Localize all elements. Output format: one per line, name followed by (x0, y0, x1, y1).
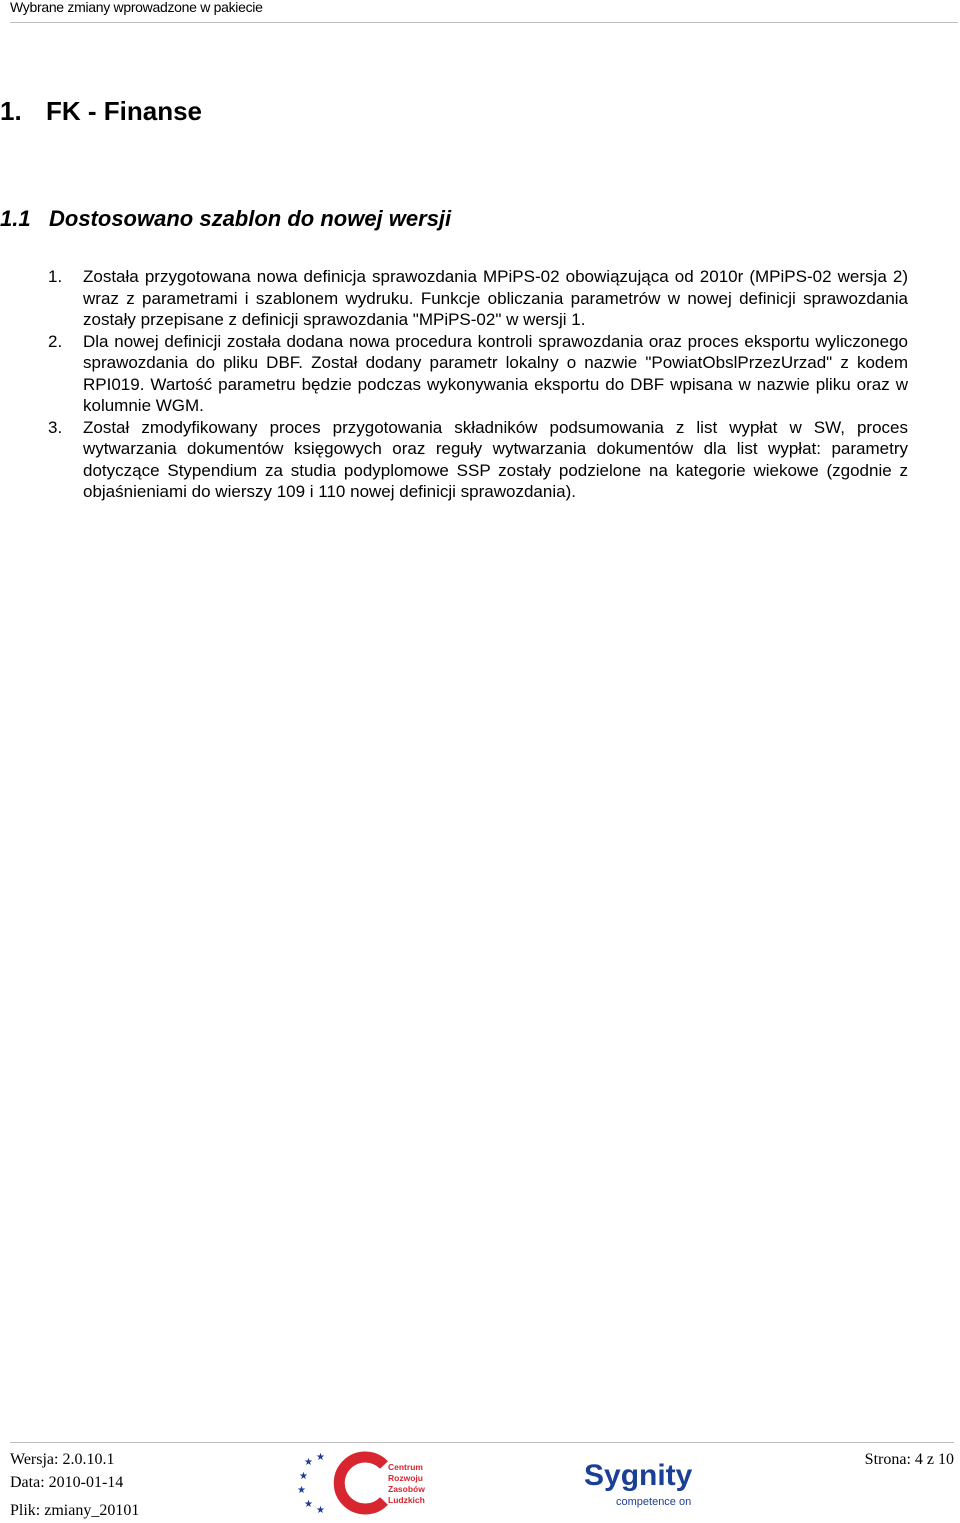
list-item-text: Dla nowej definicji została dodana nowa procedura kontroli sprawozdania oraz proces eksportu wyliczonego sprawozdania do pliku DBF. Został dodany parametr lokalny o nazwie "PowiatObslPrzezUrzad" z kodem RPI019. Wartość parametru będzie podczas wykonywania eksportu do DBF wpisana w nazwie pliku oraz w kolumnie WGM. (83, 331, 908, 415)
sygnity-wordmark: Sygnity (584, 1459, 693, 1492)
footer-page-number: Strona: 4 z 10 (864, 1451, 954, 1468)
star-icon: ★ (304, 1499, 313, 1510)
star-icon: ★ (297, 1485, 306, 1496)
footer-date: Data: 2010-01-14 (10, 1474, 124, 1491)
list-item-number: 3. (48, 417, 63, 437)
crzl-text-line: Rozwoju (388, 1473, 423, 1483)
crzl-text-line: Ludzkich (388, 1495, 425, 1505)
change-list (48, 266, 908, 503)
crzl-logo (296, 1451, 436, 1515)
page-header (10, 0, 958, 23)
section-number: 1. (0, 96, 22, 126)
crzl-text-line: Centrum (388, 1462, 423, 1472)
list-item-number: 2. (48, 331, 63, 351)
subsection-number: 1.1 (0, 206, 31, 231)
list-item-number: 1. (48, 267, 63, 286)
star-icon: ★ (316, 1505, 325, 1515)
star-icon: ★ (304, 1457, 313, 1468)
star-icon: ★ (316, 1452, 325, 1463)
list-item (48, 266, 908, 331)
section-title-text: FK - Finanse (46, 96, 203, 126)
footer-file: Plik: zmiany_20101 (10, 1502, 140, 1519)
footer-version: Wersja: 2.0.10.1 (10, 1451, 115, 1468)
list-item (48, 417, 908, 503)
list-item-text: Została przygotowana nowa definicja sprawozdania MPiPS-02 obowiązująca od 2010r (MPiPS-02 wersja 2) wraz z parametrami i szablonem wydruku. Funkcje obliczania parametrów w nowej definicji sprawozdania zostały przepisane z definicji sprawozdania "MPiPS-02" w wersji 1. (83, 267, 908, 329)
sygnity-tagline: competence on (616, 1496, 692, 1508)
page-footer (10, 1442, 954, 1523)
list-item-text: Został zmodyfikowany proces przygotowania składników podsumowania z list wypłat w SW, proces wytwarzania dokumentów księgowych oraz reguły wytwarzania dokumentów dla list wypłat: parametry dotyczące Stypendium za studia podyplomowe SSP zostały podzielone na kategorie wiekowe (zgodnie z objaśnieniami do wierszy 109 i 110 nowej definicji sprawozdania). (83, 417, 908, 501)
subsection-title (0, 206, 451, 232)
list-item (48, 331, 908, 417)
crzl-text-line: Zasobów (388, 1484, 425, 1494)
subsection-title-text: Dostosowano szablon do nowej wersji (49, 206, 452, 231)
sygnity-logo (582, 1453, 712, 1509)
section-title (0, 96, 202, 127)
crzl-c-mark (339, 1457, 384, 1509)
eu-stars-icon (297, 1452, 325, 1515)
star-icon: ★ (299, 1471, 308, 1482)
header-title: Wybrane zmiany wprowadzone w pakiecie (10, 0, 263, 15)
